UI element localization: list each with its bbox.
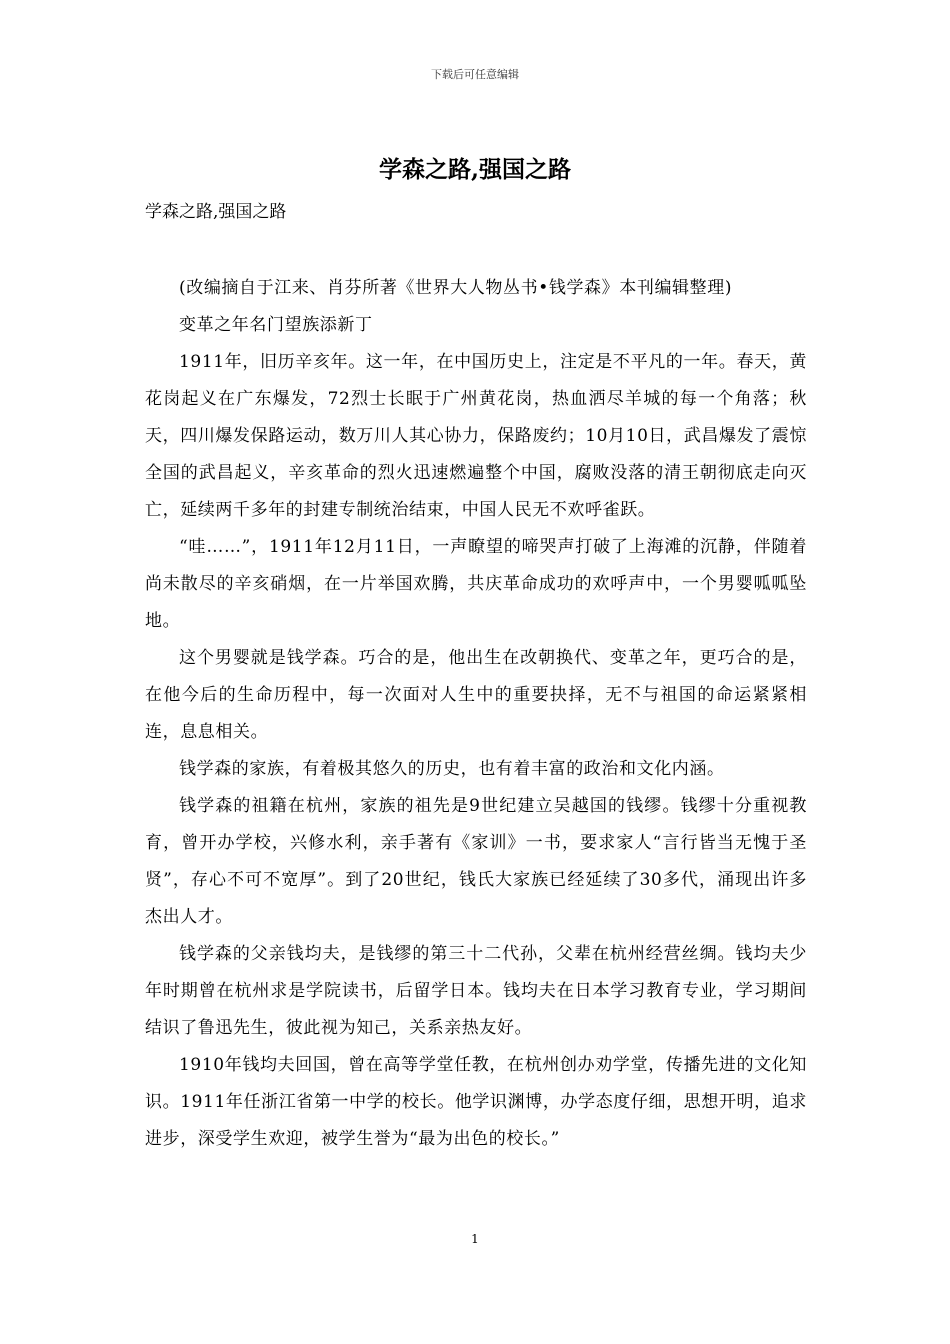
paragraph: 1910年钱均夫回国，曾在高等学堂任教，在杭州创办劝学堂，传播先进的文化知识。1911年任浙江省第一中学的校长。他学识渊博，办学态度仔细，思想开明，追求进步，深受学生欢迎，被学生誉为“最为出色的校长。”	[145, 1055, 807, 1149]
paragraph: “哇……”，1911年12月11日，一声瞭望的啼哭声打破了上海滩的沉静，伴随着尚未散尽的辛亥硝烟，在一片举国欢腾，共庆革命成功的欢呼声中，一个男婴呱呱坠地。	[145, 537, 807, 631]
header-note: 下载后可任意编辑	[431, 68, 519, 81]
paragraph: 1911年，旧历辛亥年。这一年，在中国历史上，注定是不平凡的一年。春天，黄花岗起义在广东爆发，72烈士长眠于广州黄花岗，热血洒尽羊城的每一个角落；秋天，四川爆发保路运动，数万川人其心协力，保路废约；10月10日，武昌爆发了震惊全国的武昌起义，辛亥革命的烈火迅速燃遍整个中国，腐败没落的清王朝彻底走向灭亡，延续两千多年的封建专制统治结束，中国人民无不欢呼雀跃。	[145, 352, 807, 520]
paragraph: 钱学森的父亲钱均夫，是钱缪的第三十二代孙，父辈在杭州经营丝绸。钱均夫少年时期曾在杭州求是学院读书，后留学日本。钱均夫在日本学习教育专业，学习期间结识了鲁迅先生，彼此视为知己，关系亲热友好。	[145, 944, 807, 1038]
paragraph: 这个男婴就是钱学森。巧合的是，他出生在改朝换代、变革之年，更巧合的是，在他今后的生命历程中，每一次面对人生中的重要抉择，无不与祖国的命运紧紧相连，息息相关。	[145, 648, 807, 742]
paragraph: 钱学森的家族，有着极其悠久的历史，也有着丰富的政治和文化内涵。	[179, 759, 725, 779]
document-body	[145, 270, 807, 1158]
document-title: 学森之路,强国之路	[378, 156, 571, 183]
paragraph: 钱学森的祖籍在杭州，家族的祖先是9世纪建立吴越国的钱缪。钱缪十分重视教育，曾开办学校，兴修水利，亲手著有《家训》一书，要求家人“言行皆当无愧于圣贤”，存心不可不宽厚”。到了20世纪，钱氏大家族已经延续了30多代，涌现出许多杰出人才。	[145, 796, 807, 927]
page-number: 1	[471, 1232, 479, 1246]
paragraph-section-heading: 变革之年名门望族添新丁	[179, 315, 373, 335]
paragraph-source-note: (改编摘自于江来、肖芬所著《世界大人物丛书•钱学森》本刊编辑整理)	[179, 278, 733, 298]
document-subtitle: 学森之路,强国之路	[145, 202, 287, 222]
